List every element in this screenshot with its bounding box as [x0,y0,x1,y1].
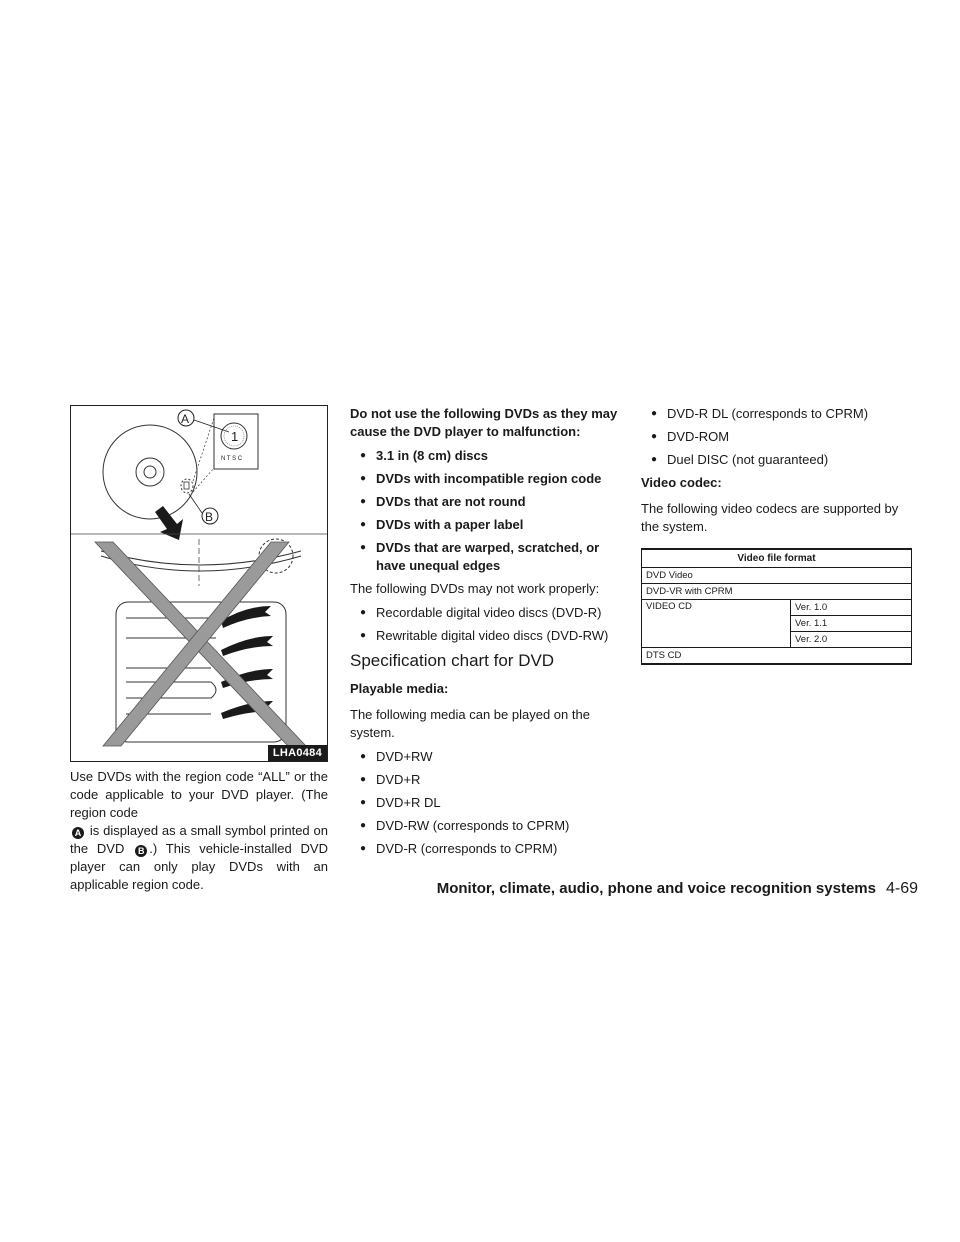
list-item: ● DVD-ROM [641,428,917,446]
may-not-work-text: The following DVDs may not work properly: [350,581,600,596]
table-row [642,568,912,584]
list-item: ● Recordable digital video discs (DVD-R) [350,604,622,622]
video-codec-heading: Video codec: [641,475,722,490]
playable-list [350,748,622,858]
region-icon-drawing [193,414,258,492]
chapter-title: Monitor, climate, audio, phone and voice recognition systems [436,880,876,897]
list-item: ● Rewritable digital video discs (DVD-RW) [350,627,622,645]
list-item: ● DVD+R [350,771,622,789]
list-item: ● DVDs that are warped, scratched, or have unequal edges [350,539,622,575]
callout-b-marker: B [135,845,147,857]
list-item: ● Duel DISC (not guaranteed) [641,451,917,469]
playable-list-continued [641,405,917,469]
may-not-work-list [350,604,622,645]
callout-a-marker: A [72,827,84,839]
region-code-paragraph [70,768,328,894]
table-cell: DVD-VR with CPRM [642,584,912,600]
svg-text:A: A [181,412,190,426]
playable-media-heading: Playable media: [350,681,449,696]
column-2 [350,405,622,863]
table-cell: DTS CD [642,648,912,665]
list-item: ● DVD-R DL (corresponds to CPRM) [641,405,917,423]
playable-intro: The following media can be played on the system. [350,707,590,740]
table-cell: Ver. 2.0 [791,632,912,648]
paragraph-part-2: is displayed as a small symbol printed on the DVD [70,823,328,856]
column-3 [641,405,917,665]
list-item: ● DVD-RW (corresponds to CPRM) [350,817,622,835]
paragraph-part-3: .) This vehicle-installed DVD player can only play DVDs with an applicable region code. [70,841,328,892]
table-cell: Ver. 1.1 [791,616,912,632]
warning-list [350,447,622,575]
section-title: Specification chart for DVD [350,651,555,670]
table-header: Video file format [642,549,912,568]
list-item: ● DVDs with a paper label [350,516,622,534]
region-number: 1 [231,429,239,444]
dvd-region-figure [70,405,328,762]
list-item: ● DVDs with incompatible region code [350,470,622,488]
table-cell: DVD Video [642,568,912,584]
disc-drawing [103,425,197,519]
table-cell: VIDEO CD [642,600,791,648]
list-item: ● DVDs that are not round [350,493,622,511]
table-row [642,600,912,616]
video-format-table [641,548,912,665]
table-row [642,648,912,665]
page-footer [437,880,918,898]
table-cell: Ver. 1.0 [791,600,912,616]
table-header-row [642,549,912,568]
list-item: ● DVD+RW [350,748,622,766]
ntsc-text: N T S C [221,456,243,462]
dvd-illustration [71,406,327,761]
list-item: ● DVD-R (corresponds to CPRM) [350,840,622,858]
paragraph-part-1: Use DVDs with the region code “ALL” or the code applicable to your DVD player. (The region code [70,769,328,820]
svg-text:B: B [205,510,214,524]
list-item: ● 3.1 in (8 cm) discs [350,447,622,465]
video-codec-intro: The following video codecs are supported by the system. [641,501,899,534]
warning-heading: Do not use the following DVDs as they may cause the DVD player to malfunction: [350,406,618,439]
callout-b [189,494,218,524]
list-item: ● DVD+R DL [350,794,622,812]
figure-code: LHA0484 [268,745,327,761]
table-row [642,584,912,600]
page-number: 4-69 [885,880,918,897]
